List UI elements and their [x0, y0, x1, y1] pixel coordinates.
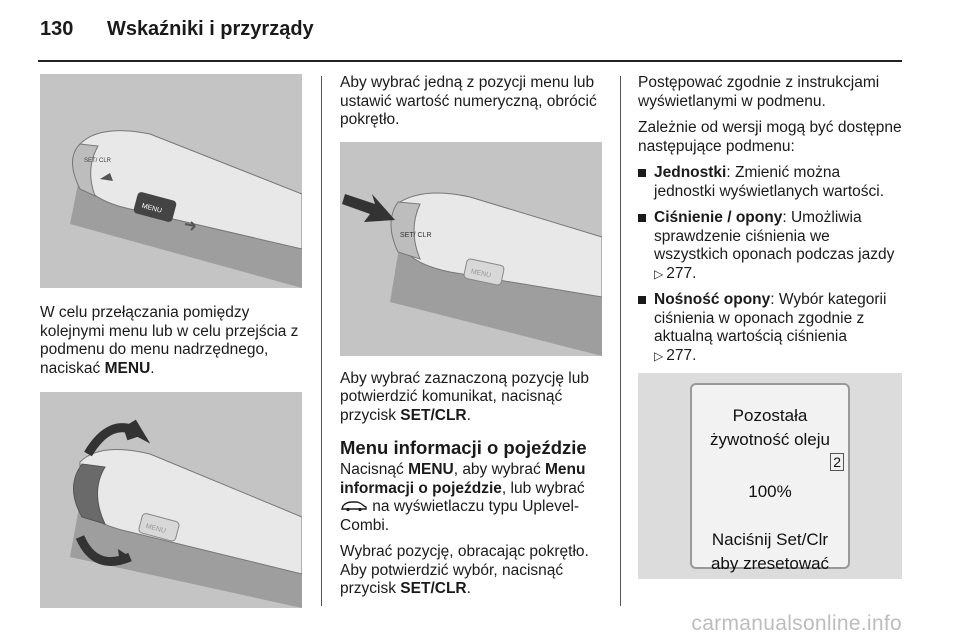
column-3 — [638, 74, 904, 579]
bullet-icon — [638, 296, 646, 304]
reference-page: 277. — [666, 346, 697, 364]
header-rule — [38, 60, 902, 62]
paragraph-vehicle-menu — [340, 461, 606, 535]
menu-key-label: MENU — [104, 359, 151, 377]
page-title: Wskaźniki i przyrządy — [106, 18, 314, 40]
page-header — [40, 18, 314, 41]
display-screen — [690, 383, 850, 573]
column-divider — [620, 76, 621, 606]
paragraph-menu-press — [40, 304, 306, 378]
vehicle-menu-label: Menu informacji o pojeździe — [340, 461, 586, 497]
stalk-menu-photo — [40, 74, 302, 288]
paragraph-end: . — [466, 580, 471, 597]
paragraph-text: W celu przełączania pomiędzy kolejnymi menu lub w celu przejścia z podmenu do menu nadrzędnego, naciskać — [40, 304, 299, 377]
item-text: : Zmienić można jednostki wyświetlanych wartości. — [654, 164, 885, 200]
menu-button-text: MENU — [470, 267, 492, 279]
display-page-indicator: 2 — [830, 453, 844, 471]
oil-life-percent: 100% — [748, 482, 792, 501]
bullet-icon — [638, 169, 646, 177]
item-title: Jednostki — [654, 164, 727, 181]
bullet-icon — [638, 214, 646, 222]
paragraph-text: Wybrać pozycję, obracając pokrętło. Aby potwierdzić wybór, nacisnąć przycisk — [340, 543, 589, 597]
list-item — [638, 164, 904, 201]
display-line: aby zresetować — [710, 554, 830, 573]
menu-button-text: MENU — [140, 202, 163, 215]
car-icon — [340, 500, 368, 512]
menu-key-label: MENU — [408, 461, 454, 478]
paragraph-end: . — [466, 406, 471, 424]
watermark: carmanualsonline.info — [691, 612, 902, 635]
paragraph-text: Nacisnąć — [340, 461, 409, 478]
paragraph-follow: Postępować zgodnie z instrukcjami wyświetlanymi w podmenu. — [638, 74, 880, 110]
paragraph-text: Aby wybrać zaznaczoną pozycję lub potwierdzić komunikat, nacisnąć przycisk — [340, 369, 589, 424]
display-line: Pozostała — [732, 406, 808, 425]
reference-page: 277. — [666, 264, 697, 282]
item-text: : Wybór kategorii ciśnienia w oponach zgodnie z aktualną wartością ciśnienia — [654, 291, 887, 345]
set-clr-text: SET/ CLR — [400, 231, 432, 239]
item-title: Nośność opony — [654, 291, 771, 308]
item-title: Ciśnienie / opony — [654, 209, 783, 226]
stalk-rotate-photo — [40, 392, 302, 608]
paragraph-select — [340, 543, 606, 599]
submenu-list — [638, 164, 904, 365]
paragraph-confirm — [340, 370, 606, 426]
arrow-right-icon: ▷ — [654, 266, 664, 281]
paragraph-rotate: Aby wybrać jedną z pozycji menu lub ustawić wartość numeryczną, obrócić pokrętło. — [340, 74, 597, 128]
list-item — [638, 209, 904, 283]
set-clr-key-label: SET/CLR — [400, 580, 467, 597]
paragraph-end: . — [150, 359, 155, 377]
display-line: żywotność oleju — [709, 430, 830, 449]
page-reference[interactable] — [654, 265, 696, 284]
paragraph-text: , aby wybrać — [453, 461, 546, 478]
column-1 — [40, 74, 306, 608]
column-2 — [340, 74, 606, 607]
paragraph-text: , lub wybrać — [501, 479, 585, 497]
column-divider — [321, 76, 322, 606]
display-line: Naciśnij Set/Clr — [711, 530, 829, 549]
set-clr-key-label: SET/CLR — [400, 406, 467, 424]
page-reference[interactable] — [654, 347, 696, 366]
set-clr-text: SET/ CLR — [84, 158, 112, 164]
item-text: : Umożliwia sprawdzenie ciśnienia we wszystkich oponach podczas jazdy — [654, 209, 895, 263]
oil-life-display-photo — [638, 373, 902, 579]
list-item — [638, 291, 904, 365]
page-number: 130 — [40, 18, 74, 40]
stalk-set-clr-photo — [340, 142, 602, 356]
paragraph-depends: Zależnie od wersji mogą być dostępne następujące podmenu: — [638, 119, 902, 155]
section-title: Menu informacji o pojeździe — [340, 437, 587, 458]
paragraph-text: na wyświetlaczu typu Uplevel-Combi. — [340, 498, 580, 534]
arrow-right-icon: ▷ — [654, 348, 664, 363]
menu-button-text: MENU — [144, 522, 167, 536]
